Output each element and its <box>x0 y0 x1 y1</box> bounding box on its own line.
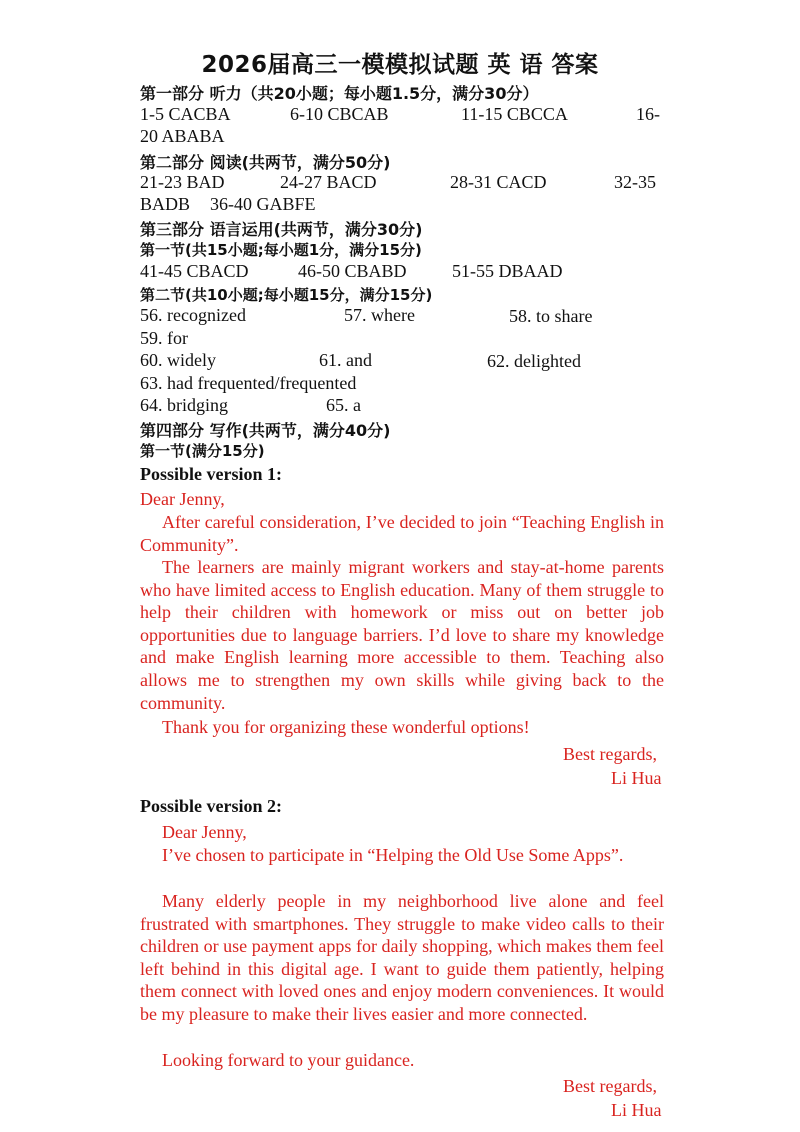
answer-1-5: 1-5 CACBA <box>140 104 231 124</box>
part2-heading: 第二部分 阅读(共两节，满分50分) <box>140 153 391 172</box>
version1-closing: Best regards, <box>563 744 657 764</box>
part1-heading: 第一部分 听力（共20小题；每小题1.5分，满分30分） <box>140 84 539 103</box>
version1-paragraph1: After careful consideration, I’ve decided to join “Teaching English in Community”. <box>140 512 664 555</box>
answer-63: 63. had frequented/frequented <box>140 373 357 393</box>
answer-32-35: BADB <box>140 194 191 214</box>
answer-41-45: 41-45 CBACD <box>140 261 249 281</box>
version2-greeting: Dear Jenny, <box>162 822 247 842</box>
version2-closing: Best regards, <box>563 1076 657 1096</box>
version2-paragraph2: Many elderly people in my neighborhood live alone and feel frustrated with smartphones. They struggle to make video calls to their children or use payment apps for daily shopping, which makes them feel left behind in this digital age. I want to guide them patiently, helping them connect with loved ones and enjoy modern conveniences. It would be my pleasure to make their lives easier and more connected. <box>140 891 664 1024</box>
answer-36-40: 36-40 GABFE <box>210 194 316 214</box>
answer-6-10: 6-10 CBCAB <box>290 104 389 124</box>
answer-51-55: 51-55 DBAAD <box>452 261 563 281</box>
answer-28-31: 28-31 CACD <box>450 172 547 192</box>
version2-signature: Li Hua <box>611 1100 662 1120</box>
part3-heading: 第三部分 语言运用(共两节，满分30分) <box>140 220 423 239</box>
answer-60: 60. widely <box>140 350 216 370</box>
answer-24-27: 24-27 BACD <box>280 172 377 192</box>
answer-57: 57. where <box>344 305 415 325</box>
version2-label: Possible version 2: <box>140 796 282 816</box>
answer-46-50: 46-50 CBABD <box>298 261 407 281</box>
version1-paragraph3: Thank you for organizing these wonderful options! <box>162 717 530 737</box>
version1-signature: Li Hua <box>611 768 662 788</box>
version2-paragraph1: I’ve chosen to participate in “Helping the Old Use Some Apps”. <box>162 845 624 865</box>
page-title: 2026届高三一模模拟试题 英 语 答案 <box>201 52 599 78</box>
answer-59: 59. for <box>140 328 188 348</box>
version1-label: Possible version 1: <box>140 464 282 484</box>
version1-greeting: Dear Jenny, <box>140 489 225 509</box>
answer-56: 56. recognized <box>140 305 246 325</box>
version2-paragraph3: Looking forward to your guidance. <box>162 1050 415 1070</box>
part4-heading: 第四部分 写作(共两节，满分40分) <box>140 421 391 440</box>
answer-21-23: 21-23 BAD <box>140 172 225 192</box>
answer-65: 65. a <box>326 395 361 415</box>
answer-32-35-prefix: 32-35 <box>614 172 656 192</box>
answer-62: 62. delighted <box>487 351 581 371</box>
answer-11-15: 11-15 CBCCA <box>461 104 568 124</box>
part3-section1-heading: 第一节(共15小题;每小题1分，满分15分) <box>140 241 422 259</box>
answer-16-prefix: 16- <box>636 104 660 124</box>
answer-58: 58. to share <box>509 306 593 326</box>
answer-64: 64. bridging <box>140 395 228 415</box>
part4-section1-heading: 第一节(满分15分) <box>140 442 265 460</box>
answer-61: 61. and <box>319 350 372 370</box>
answer-16-20: 20 ABABA <box>140 126 225 146</box>
part3-section2-heading: 第二节(共10小题;每小题15分，满分15分) <box>140 286 433 304</box>
version1-paragraph2: The learners are mainly migrant workers and stay-at-home parents who have limited access to English education. Many of them struggle to help their children with homework or miss out on better job opportunities due to language barriers. I’d love to share my knowledge and make English learning more accessible to them. Teaching also allows me to strengthen my own skills while giving back to the community. <box>140 557 664 713</box>
